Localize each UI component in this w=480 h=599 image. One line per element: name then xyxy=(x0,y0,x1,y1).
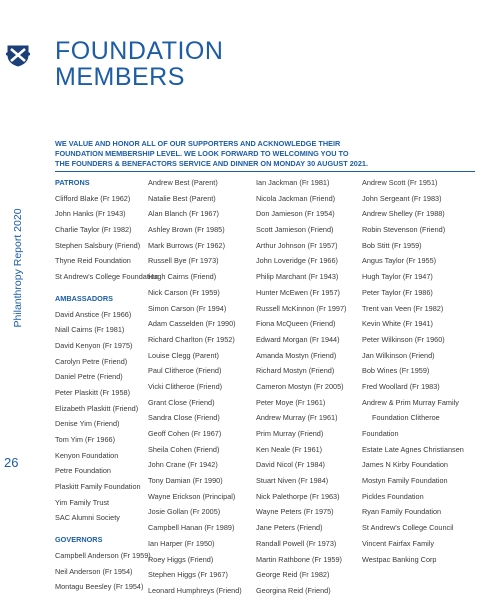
list-item: Simon Carson (Fr 1994) xyxy=(148,303,227,313)
list-item: Hugh Taylor (Fr 1947) xyxy=(362,272,433,282)
list-item: Scott Jamieson (Friend) xyxy=(256,225,334,235)
list-item: Wayne Peters (Fr 1975) xyxy=(256,507,334,517)
list-item: Jan Wilkinson (Friend) xyxy=(362,350,435,360)
list-item: Ryan Family Foundation xyxy=(362,507,442,517)
list-item: Sandra Close (Friend) xyxy=(148,413,220,423)
list-item: Ian Jackman (Fr 1981) xyxy=(256,178,330,187)
list-item: Bob Stitt (Fr 1959) xyxy=(362,240,422,250)
list-item: Stuart Niven (Fr 1984) xyxy=(256,476,329,486)
list-item: Robin Stevenson (Friend) xyxy=(362,225,446,235)
list-item: George Reid (Fr 1982) xyxy=(256,570,330,580)
list-item: SAC Alumni Society xyxy=(55,513,120,523)
list-item: Nick Carson (Fr 1959) xyxy=(148,287,220,297)
school-crest-icon xyxy=(5,42,31,68)
report-label: Philanthropy Report 2020 xyxy=(12,208,24,328)
list-item: Prim Murray (Friend) xyxy=(256,429,324,438)
list-item: Westpac Banking Corp xyxy=(362,554,437,564)
intro-line-2: FOUNDATION MEMBERSHIP LEVEL. WE LOOK FORWARD TO WELCOMING YOU TO xyxy=(55,149,349,159)
column-1 xyxy=(55,175,159,595)
list-item: Vicki Clitheroe (Friend) xyxy=(148,381,223,391)
column-2 xyxy=(148,175,248,599)
list-item: Richard Charlton (Fr 1952) xyxy=(148,334,235,344)
list-item: Bob Wines (Fr 1959) xyxy=(362,366,430,376)
list-item: Leonard Humphreys (Friend) xyxy=(148,585,242,595)
list-item: Andrew Best (Parent) xyxy=(148,178,218,187)
list-item: Mark Burrows (Fr 1962) xyxy=(148,240,226,250)
list-item: Stephen Salsbury (Friend) xyxy=(55,240,141,250)
intro-text xyxy=(55,139,455,170)
list-item: Campbell Anderson (Fr 1959) xyxy=(55,550,151,560)
list-item: Petre Foundation xyxy=(55,466,111,476)
list-item: Ashley Brown (Fr 1985) xyxy=(148,225,225,235)
list-item: Pickles Foundation xyxy=(362,491,424,501)
list-item: Cameron Mostyn (Fr 2005) xyxy=(256,381,344,391)
list-item: Don Jamieson (Fr 1954) xyxy=(256,209,335,219)
list-item: Wayne Erickson (Principal) xyxy=(148,491,236,501)
list-item: Martin Rathbone (Fr 1959) xyxy=(256,554,342,564)
list-item: Arthur Johnson (Fr 1957) xyxy=(256,240,338,250)
list-item: Geoff Cohen (Fr 1967) xyxy=(148,429,222,438)
list-item: Andrew & Prim Murray Family xyxy=(362,397,459,407)
patrons-heading: PATRONS xyxy=(55,178,90,187)
list-item: Andrew Scott (Fr 1951) xyxy=(362,178,438,187)
list-item: Hunter McEwen (Fr 1957) xyxy=(256,287,340,297)
list-item: John Loveridge (Fr 1966) xyxy=(256,256,338,266)
list-item: Ken Neale (Fr 1961) xyxy=(256,444,323,454)
list-item: Nick Palethorpe (Fr 1963) xyxy=(256,491,340,501)
list-item: Ian Harper (Fr 1950) xyxy=(148,538,215,548)
list-item: Andrew Shelley (Fr 1988) xyxy=(362,209,445,219)
list-item: David Nicol (Fr 1984) xyxy=(256,460,325,470)
list-item: Alan Blanch (Fr 1967) xyxy=(148,209,219,219)
list-item: Trent van Veen (Fr 1982) xyxy=(362,303,444,313)
list-item: Stephen Higgs (Fr 1967) xyxy=(148,570,228,580)
list-item: Plaskitt Family Foundation xyxy=(55,482,141,492)
list-item: Peter Wilkinson (Fr 1960) xyxy=(362,334,445,344)
list-item: Josie Gollan (Fr 2005) xyxy=(148,507,221,517)
list-item: Niall Cairns (Fr 1981) xyxy=(55,325,125,335)
list-item: Tony Damian (Fr 1990) xyxy=(148,476,223,486)
page-number: 26 xyxy=(4,455,19,470)
list-item: Russell Bye (Fr 1973) xyxy=(148,256,219,266)
governors-heading: GOVERNORS xyxy=(55,535,103,545)
list-item: Elizabeth Plaskitt (Friend) xyxy=(55,403,139,413)
list-item: Clifford Blake (Fr 1962) xyxy=(55,193,131,203)
list-item: James N Kirby Foundation xyxy=(362,460,448,470)
list-item: Roey Higgs (Friend) xyxy=(148,554,214,564)
list-item: Foundation Clitheroe xyxy=(372,413,440,423)
column-3 xyxy=(256,175,356,599)
list-item: Denise Yim (Friend) xyxy=(55,419,120,429)
list-item: Fred Woollard (Fr 1983) xyxy=(362,381,440,391)
list-item: Foundation xyxy=(362,429,399,438)
list-item: Edward Morgan (Fr 1944) xyxy=(256,334,340,344)
column-4 xyxy=(362,175,477,567)
list-item: Daniel Petre (Friend) xyxy=(55,372,123,382)
title-line-2: MEMBERS xyxy=(55,63,185,91)
list-item: John Hanks (Fr 1943) xyxy=(55,209,126,219)
list-item: Montagu Beesley (Fr 1954) xyxy=(55,582,144,592)
list-item: Kenyon Foundation xyxy=(55,450,119,460)
list-item: Kevin White (Fr 1941) xyxy=(362,319,433,329)
list-item: Adam Casselden (Fr 1990) xyxy=(148,319,236,329)
list-item: Richard Mostyn (Friend) xyxy=(256,366,335,376)
list-item: Amanda Mostyn (Friend) xyxy=(256,350,337,360)
ambassadors-heading: AMBASSADORS xyxy=(55,293,113,303)
intro-line-1: WE VALUE AND HONOR ALL OF OUR SUPPORTERS AND ACKNOWLEDGE THEIR xyxy=(55,139,341,148)
list-item: St Andrew's College Foundation xyxy=(55,272,159,282)
list-item: Peter Plaskitt (Fr 1958) xyxy=(55,387,131,397)
list-item: Russell McKinnon (Fr 1997) xyxy=(256,303,347,313)
list-item: David Kenyon (Fr 1975) xyxy=(55,340,133,350)
list-item: John Crane (Fr 1942) xyxy=(148,460,218,470)
list-item: Randall Powell (Fr 1973) xyxy=(256,538,337,548)
list-item: Vincent Fairfax Family xyxy=(362,538,435,548)
list-item: Natalie Best (Parent) xyxy=(148,193,216,203)
list-item: Angus Taylor (Fr 1955) xyxy=(362,256,437,266)
list-item: Fiona McQueen (Friend) xyxy=(256,319,336,329)
divider xyxy=(55,171,475,172)
list-item: St Andrew's College Council xyxy=(362,523,454,533)
list-item: John Sergeant (Fr 1983) xyxy=(362,193,442,203)
list-item: Peter Taylor (Fr 1986) xyxy=(362,287,433,297)
list-item: Jane Peters (Friend) xyxy=(256,523,323,533)
list-item: Charlie Taylor (Fr 1982) xyxy=(55,225,132,235)
list-item: Carolyn Petre (Friend) xyxy=(55,356,128,366)
list-item: Louise Clegg (Parent) xyxy=(148,350,219,360)
list-item: Andrew Murray (Fr 1961) xyxy=(256,413,338,423)
list-item: Peter Moye (Fr 1961) xyxy=(256,397,326,407)
list-item: Yim Family Trust xyxy=(55,497,110,507)
title-line-1: FOUNDATION xyxy=(55,37,224,65)
list-item: Tom Yim (Fr 1966) xyxy=(55,435,116,444)
list-item: Philip Marchant (Fr 1943) xyxy=(256,272,339,282)
list-item: Grant Close (Friend) xyxy=(148,397,215,407)
list-item: Sheila Cohen (Friend) xyxy=(148,444,220,454)
list-item: Georgina Reid (Friend) xyxy=(256,585,331,595)
intro-line-3: THE FOUNDERS & BENEFACTORS SERVICE AND DINNER ON MONDAY 30 AUGUST 2021. xyxy=(55,159,369,169)
list-item: Mostyn Family Foundation xyxy=(362,476,448,486)
list-item: Hugh Cairns (Friend) xyxy=(148,272,217,282)
page-title xyxy=(55,38,223,90)
list-item: David Anstice (Fr 1966) xyxy=(55,309,132,319)
list-item: Paul Clitheroe (Friend) xyxy=(148,366,222,376)
list-item: Campbell Hanan (Fr 1989) xyxy=(148,523,235,533)
list-item: Neil Anderson (Fr 1954) xyxy=(55,566,133,576)
sidebar xyxy=(0,0,37,480)
list-item: Estate Late Agnes Christiansen xyxy=(362,444,464,454)
list-item: Nicola Jackman (Friend) xyxy=(256,193,336,203)
list-item: Thyne Reid Foundation xyxy=(55,256,131,266)
